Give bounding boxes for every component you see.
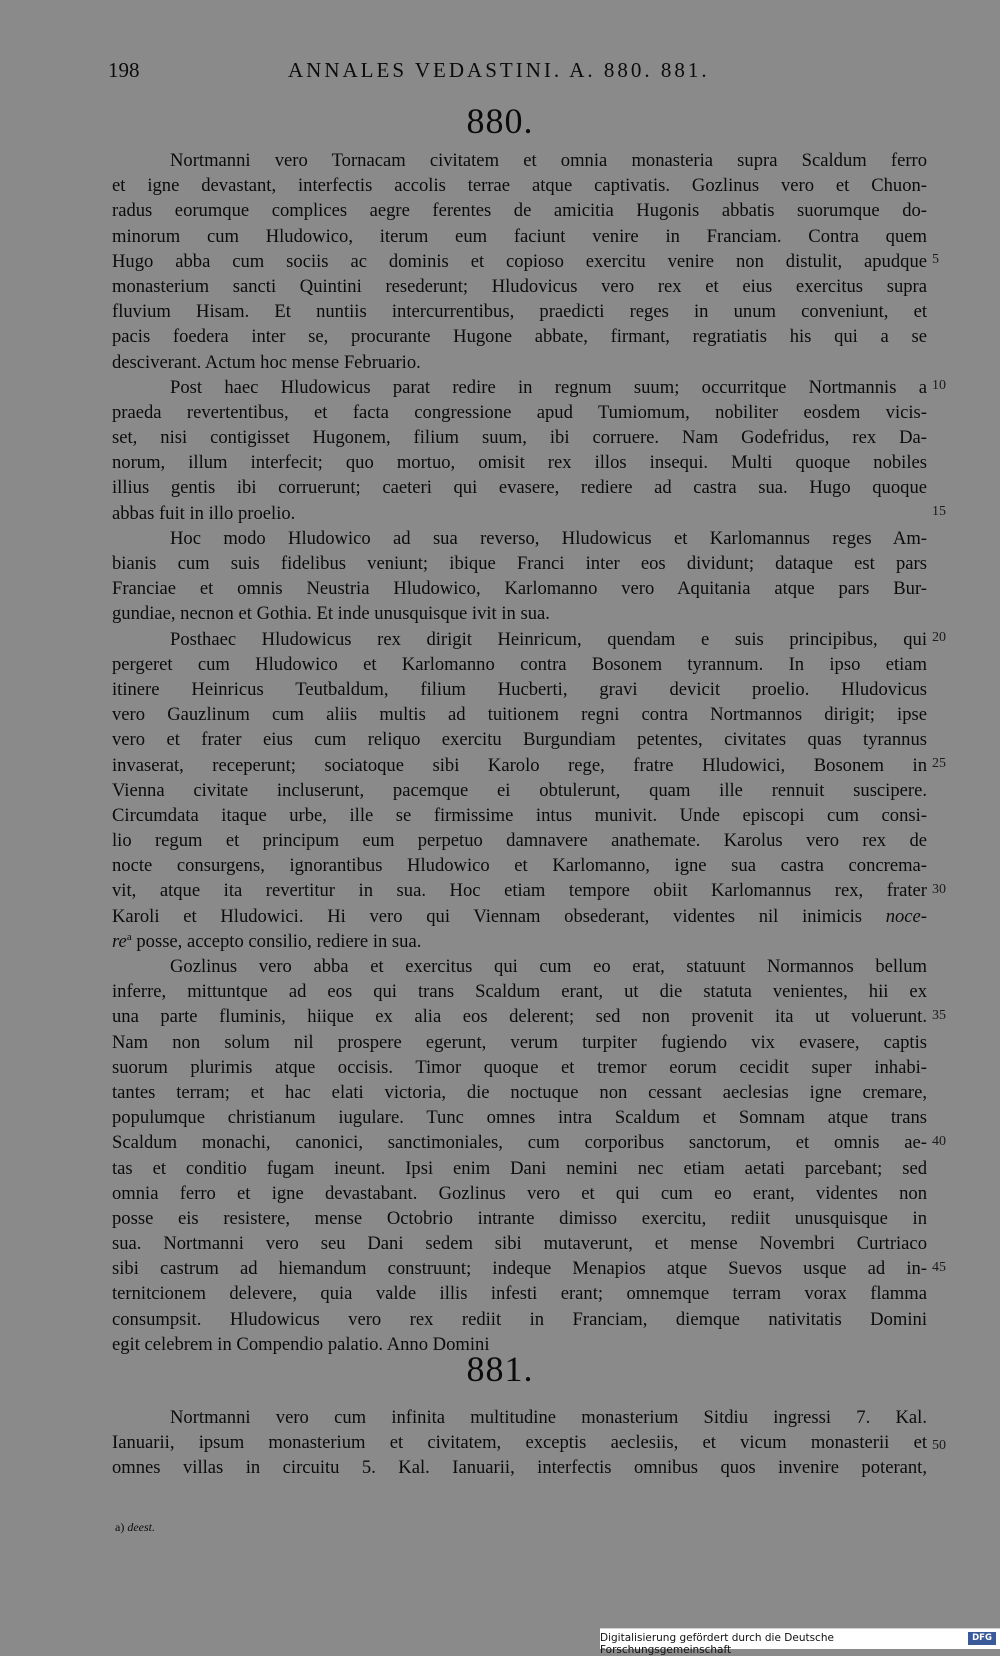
text-line: Circumdata itaque urbe, ille se firmissime intus munivit. Unde episcopi cum consi- [112,804,927,826]
line-number: 5 [932,252,939,267]
text-line: pacis foedera inter se, procurante Hugone abbate, firmant, regratiatis his qui a se [112,326,927,348]
annal-880-text [112,148,927,1357]
line-number: 40 [932,1134,946,1149]
text-line: Ianuarii, ipsum monasterium et civitatem, exceptis aeclesiis, et vicum monasterii et [112,1432,927,1454]
text-line: Vienna civitate incluserunt, pacemque ei obtulerunt, quam ille rennuit suscipere. [112,779,927,801]
line-number: 30 [932,882,946,897]
line-number: 50 [932,1438,946,1453]
text-line: abbas fuit in illo proelio. [112,502,296,524]
text-line: sua. Nortmanni vero seu Dani sedem sibi mutaverunt, et mense Novembri Curtriaco [112,1233,927,1255]
text-line: consumpsit. Hludowicus vero rex rediit in Franciam, diemque nativitatis Domini [112,1308,927,1330]
text-segment: posse, accepto consilio, rediere in sua. [136,930,422,952]
italic-segment: noce- [885,905,927,927]
text-line: Posthaec Hludowicus rex dirigit Heinricum, quendam e suis principibus, qui [170,628,927,650]
running-header [108,58,928,88]
text-line: Post haec Hludowicus parat redire in regnum suum; occurritque Nortmannis a [170,376,927,398]
text-line: monasterium sancti Quintini resederunt; Hludovicus vero rex et eius exercitus supra [112,275,927,297]
text-line: radus eorumque complices aegre ferentes de amicitia Hugonis abbatis suorumque do- [112,200,927,222]
line-number: 25 [932,756,946,771]
text-line: posse eis resistere, mense Octobrio intrante dimisso exercitu, rediit unusquisque in [112,1207,927,1229]
text-line: Gozlinus vero abba et exercitus qui cum eo erat, statuunt Normannos bellum [170,956,927,977]
year-heading-881: 881. [466,1349,534,1389]
text-line: bianis cum suis fidelibus veniunt; ibique Franci inter eos dividunt; dataque est pars [112,553,927,574]
text-line: suorum plurimis atque occisis. Timor quoque et tremor eorum cecidit super inhabi- [112,1056,927,1078]
text-line: Nortmanni vero Tornacam civitatem et omnia monasteria supra Scaldum ferro [170,150,927,171]
text-line: et igne devastant, interfectis accolis terrae atque captivatis. Gozlinus vero et Chuon- [112,175,927,197]
text-line: Scaldum monachi, canonici, sanctimoniales, cum corporibus sanctorum, et omnis ae- [112,1132,927,1154]
text-line: sibi castrum ad hiemandum construunt; indeque Menapios atque Suevos usque ad in- [112,1258,927,1280]
text-segment: Karoli et Hludowici. Hi vero qui Viennam obsederant, videntes nil inimicis [112,905,862,927]
text-line: set, nisi contigisset Hugonem, filium suum, ibi corruere. Nam Godefridus, rex Da- [112,427,927,449]
text-line: illius gentis ibi corruerunt; caeteri qui evasere, rediere ad castra sua. Hugo quoque [112,477,927,499]
footnote-mark: a [126,930,132,943]
line-number: 10 [932,378,946,393]
text-line: Franciae et omnis Neustria Hludowico, Karlomanno vero Aquitania atque pars Bur- [112,578,927,600]
text-line: praeda revertentibus, et facta congressione apud Tumiomum, nobiliter eosdem vicis- [112,401,927,423]
text-line: vero et frater eius cum reliquo exercitu Burgundiam petentes, civitates quas tyrannus [112,729,927,751]
running-title: ANNALES VEDASTINI. A. 880. 881. [288,58,710,82]
footnote-text: deest. [127,1520,155,1534]
text-line: tas et conditio fugam ineunt. Ipsi enim Dani nemini nec etiam aetati parcebant; sed [112,1157,927,1179]
text-line: populumque christianum iugulare. Tunc omnes intra Scaldum et Somnam atque trans [112,1107,927,1129]
dfg-logo-icon: DFG [968,1632,996,1645]
text-line: nocte consurgens, ignorantibus Hludowico et Karlomanno, igne sua castra concrema- [112,855,927,877]
text-line: Nortmanni vero cum infinita multitudine monasterium Sitdiu ingressi 7. Kal. [170,1407,927,1428]
line-number: 45 [932,1260,946,1275]
text-line [112,929,927,954]
text-line: vero Gauzlinum cum aliis multis ad tuitionem regni contra Nortmannos dirigit; ipse [112,704,927,726]
text-line: Nam non solum nil prospere egerunt, verum turpiter fugiendo vix evasere, captis [112,1031,927,1053]
footnote-label: a) [115,1520,125,1534]
annal-881-text [112,1405,927,1481]
page-number: 198 [108,58,140,82]
text-line: invaserat, receperunt; sociatoque sibi Karolo rege, fratre Hludowici, Bosonem in [112,754,927,776]
text-line: Hoc modo Hludowico ad sua reverso, Hludowicus et Karlomannus reges Am- [170,527,927,549]
text-line: gundiae, necnon et Gothia. Et inde unusquisque ivit in sua. [112,603,550,625]
text-line: norum, illum interfecit; quo mortuo, omisit rex illos insequi. Multi quoque nobiles [112,452,927,474]
text-line [112,904,927,929]
text-line: pergeret cum Hludowico et Karlomanno contra Bosonem tyrannum. In ipso etiam [112,653,927,675]
text-line: vit, atque ita revertitur in sua. Hoc etiam tempore obiit Karlomannus rex, frater [112,880,927,902]
text-line: desciverant. Actum hoc mense Februario. [112,351,421,373]
text-line: tantes terram; et hac elati victoria, die noctuque non cessant aeclesias igne cremare, [112,1081,927,1103]
text-line: Hugo abba cum sociis ac dominis et copioso exercitu venire non distulit, apudque [112,250,927,272]
italic-segment: re [112,930,127,952]
digitization-credit-bar [600,1628,1000,1656]
text-line: lio regum et principum eum perpetuo damnavere anathemate. Karolus vero rex de [112,830,927,852]
text-line: fluvium Hisam. Et nuntiis intercurrentibus, praedicti reges in unum conveniunt, et [112,301,927,323]
line-number: 35 [932,1008,946,1023]
text-line: una parte fluminis, hiique ex alia eos delerent; sed non provenit ita ut voluerunt. [112,1006,927,1028]
line-number: 20 [932,630,946,645]
text-line: omnes villas in circuitu 5. Kal. Ianuarii, interfectis omnibus quos invenire poterant, [112,1457,927,1479]
text-line: egit celebrem in Compendio palatio. Anno Domini [112,1333,490,1355]
text-line: ternitcionem delevere, quia valde illis infesti erant; omnemque terram vorax flamma [112,1283,927,1305]
text-line: omnia ferro et igne devastabant. Gozlinus vero et qui cum eo erant, videntes non [112,1182,927,1204]
year-heading-880: 880. [466,101,534,141]
text-line: itinere Heinricus Teutbaldum, filium Hucberti, gravi devicit proelio. Hludovicus [112,678,927,700]
digitization-credit: Digitalisierung gefördert durch die Deutsche Forschungsgemeinschaft [600,1632,834,1656]
text-line: minorum cum Hludowico, iterum eum faciunt venire in Franciam. Contra quem [112,225,927,247]
footnote [115,1520,155,1535]
text-line: inferre, mittuntque ad eos qui trans Scaldum erant, ut die statuta venientes, hii ex [112,981,927,1003]
line-number: 15 [932,504,946,519]
